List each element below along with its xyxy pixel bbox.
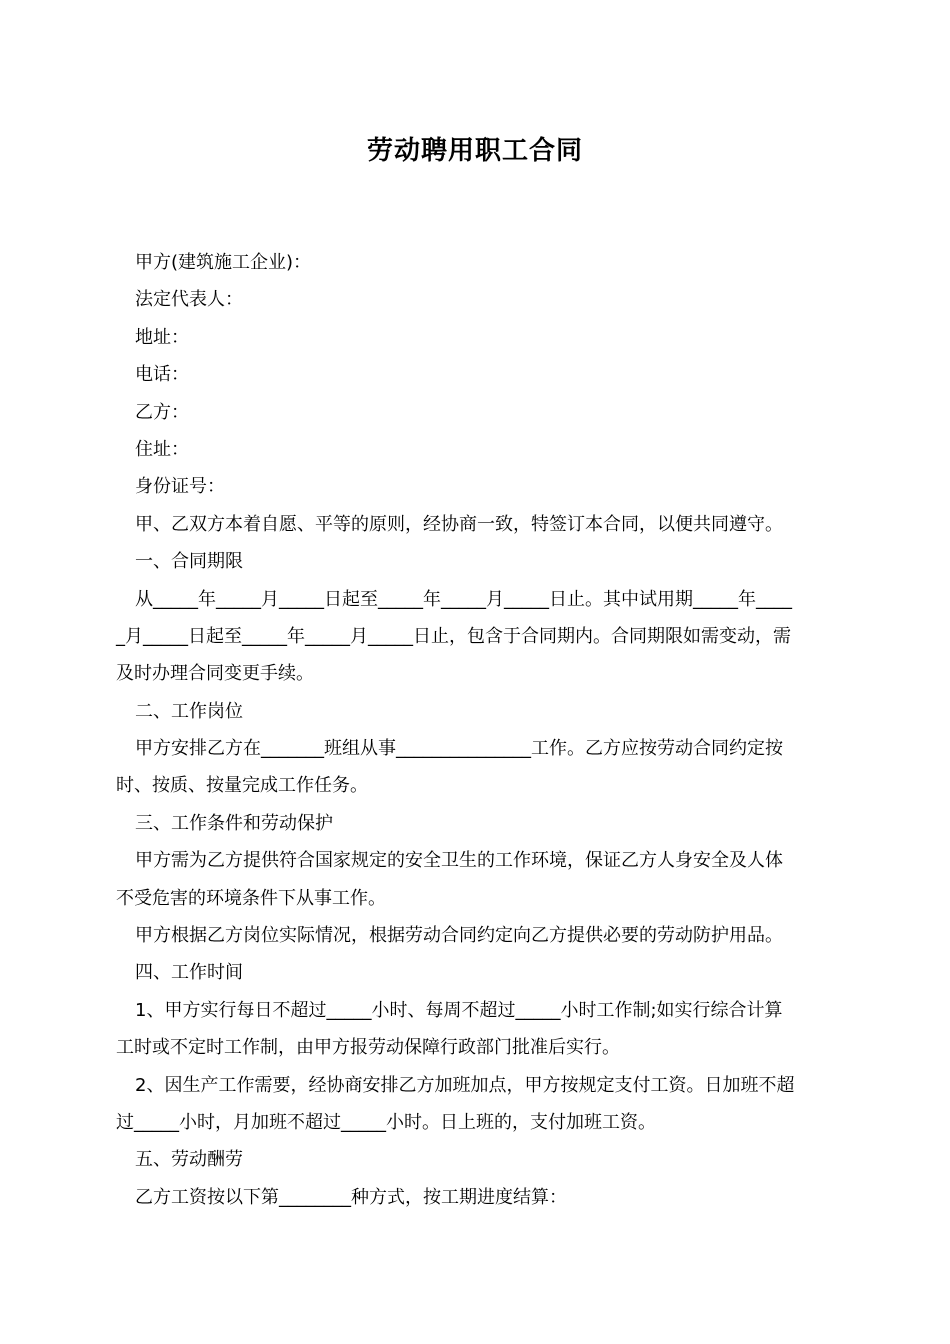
address-line: 地址： — [135, 326, 189, 348]
section-heading: 一、合同期限 — [135, 551, 243, 573]
paragraph-line: 甲方根据乙方岗位实际情况，根据劳动合同约定向乙方提供必要的劳动防护用品。 — [135, 925, 783, 947]
paragraph-line: 工时或不定时工作制，由甲方报劳动保障行政部门批准后实行。 — [116, 1037, 620, 1059]
residence-line: 住址： — [135, 438, 189, 460]
party-a-line: 甲方(建筑施工企业)： — [135, 252, 312, 273]
document-body — [116, 244, 836, 1216]
section-heading: 二、工作岗位 — [135, 700, 243, 722]
paragraph-line: 从_____年_____月_____日起至_____年_____月_____日止。其中试用期_____年____ — [135, 588, 792, 610]
id-number-line: 身份证号： — [135, 476, 225, 498]
section-heading: 三、工作条件和劳动保护 — [135, 812, 333, 834]
agreement-intro: 甲、乙双方本着自愿、平等的原则，经协商一致，特签订本合同，以便共同遵守。 — [135, 513, 783, 535]
paragraph-line: 1、甲方实行每日不超过_____小时、每周不超过_____小时工作制;如实行综合计算 — [135, 999, 783, 1021]
paragraph-line: 不受危害的环境条件下从事工作。 — [116, 887, 386, 909]
paragraph-line: 时、按质、按量完成工作任务。 — [116, 775, 368, 797]
section-heading: 四、工作时间 — [135, 962, 243, 984]
paragraph-line: 2、因生产工作需要，经协商安排乙方加班加点，甲方按规定支付工资。日加班不超 — [135, 1074, 795, 1096]
phone-line: 电话： — [135, 364, 189, 386]
paragraph-line: 乙方工资按以下第________种方式，按工期进度结算： — [135, 1186, 567, 1208]
section-heading: 五、劳动酬劳 — [135, 1149, 243, 1171]
paragraph-line: 甲方安排乙方在_______班组从事_______________工作。乙方应按劳动合同约定按 — [135, 738, 783, 760]
paragraph-line: 甲方需为乙方提供符合国家规定的安全卫生的工作环境，保证乙方人身安全及人体 — [135, 850, 783, 872]
legal-representative-line: 法定代表人： — [135, 289, 243, 311]
paragraph-line: 及时办理合同变更手续。 — [116, 663, 314, 685]
paragraph-line: _月_____日起至_____年_____月_____日止，包含于合同期内。合同期限如需变动，需 — [116, 625, 791, 647]
paragraph-line: 过_____小时，月加班不超过_____小时。日上班的，支付加班工资。 — [116, 1111, 656, 1133]
document-title: 劳动聘用职工合同 — [366, 136, 583, 166]
party-b-line: 乙方： — [135, 401, 189, 423]
